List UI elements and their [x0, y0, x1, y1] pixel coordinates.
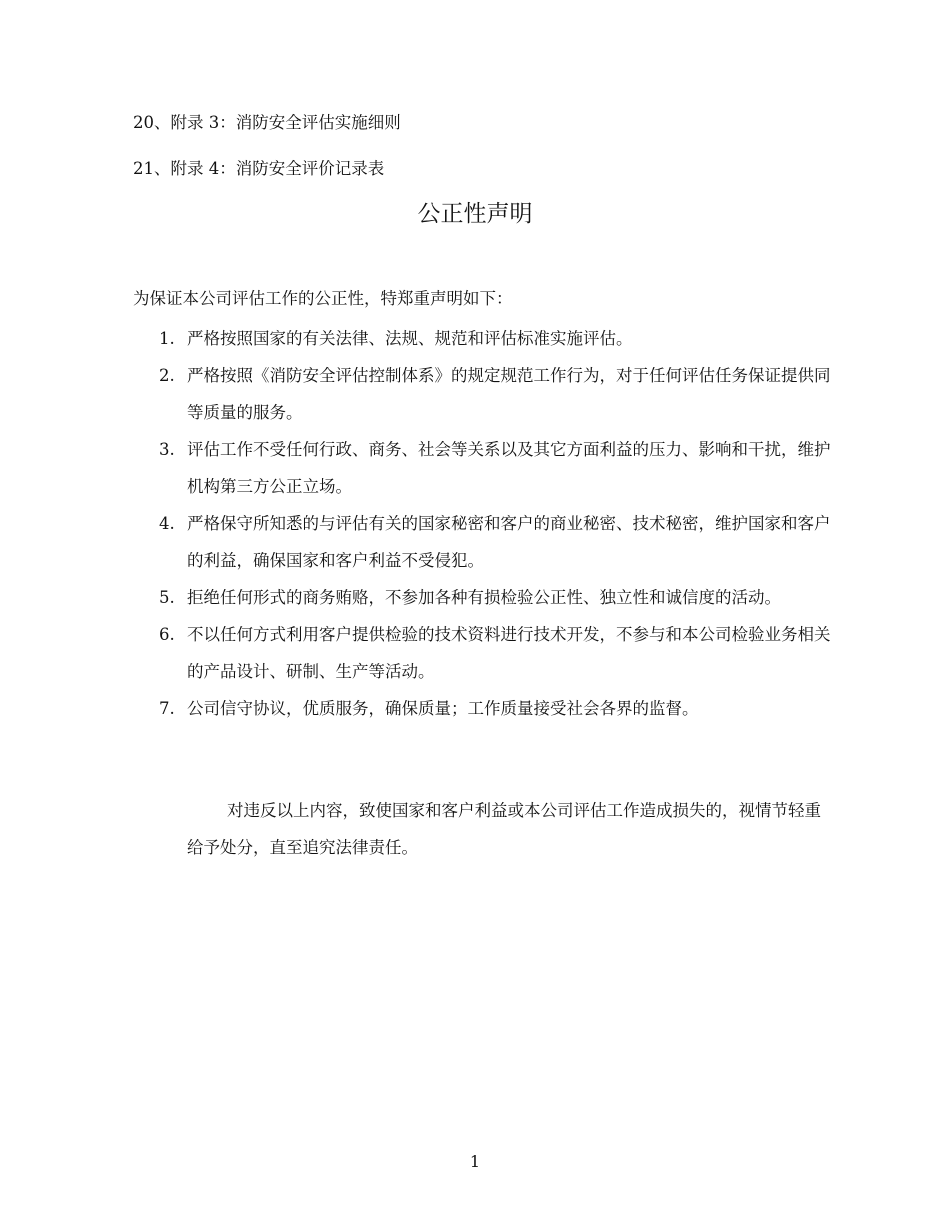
toc-entry-21: 21、附录 4：消防安全评价记录表	[133, 159, 385, 178]
list-item-number: 4.	[159, 514, 175, 533]
list-item-text: 严格按照《消防安全评估控制体系》的规定规范工作行为，对于任何评估任务保证提供同等质量的服务。	[187, 366, 831, 422]
list-item-text: 评估工作不受任何行政、商务、社会等关系以及其它方面利益的压力、影响和干扰，维护机构第三方公正立场。	[187, 440, 831, 496]
list-item-number: 6.	[159, 625, 175, 644]
closing-paragraph: 对违反以上内容，致使国家和客户利益或本公司评估工作造成损失的，视情节轻重给予处分，直至追究法律责任。	[187, 801, 821, 857]
list-item	[155, 431, 835, 505]
statement-intro: 为保证本公司评估工作的公正性，特郑重声明如下：	[133, 289, 513, 308]
list-item	[155, 505, 835, 579]
list-item-text: 拒绝任何形式的商务贿赂，不参加各种有损检验公正性、独立性和诚信度的活动。	[187, 588, 781, 607]
list-item-text: 不以任何方式利用客户提供检验的技术资料进行技术开发，不参与和本公司检验业务相关的产品设计、研制、生产等活动。	[187, 625, 831, 681]
page-title: 公正性声明	[417, 201, 533, 227]
list-item-number: 3.	[159, 440, 175, 459]
list-item	[155, 616, 835, 690]
list-item-number: 7.	[159, 699, 175, 718]
list-item-text: 严格按照国家的有关法律、法规、规范和评估标准实施评估。	[187, 329, 633, 348]
page-number: 1	[469, 1152, 481, 1171]
toc-entry-20: 20、附录 3：消防安全评估实施细则	[133, 113, 401, 132]
list-item	[155, 690, 835, 727]
list-item-number: 2.	[159, 366, 175, 385]
list-item	[155, 320, 835, 357]
list-item	[155, 357, 835, 431]
list-item-text: 公司信守协议，优质服务，确保质量；工作质量接受社会各界的监督。	[187, 699, 699, 718]
list-item	[155, 579, 835, 616]
list-item-number: 5.	[159, 588, 175, 607]
list-item-text: 严格保守所知悉的与评估有关的国家秘密和客户的商业秘密、技术秘密，维护国家和客户的利益，确保国家和客户利益不受侵犯。	[187, 514, 831, 570]
statement-list	[155, 320, 835, 727]
list-item-number: 1.	[159, 329, 175, 348]
